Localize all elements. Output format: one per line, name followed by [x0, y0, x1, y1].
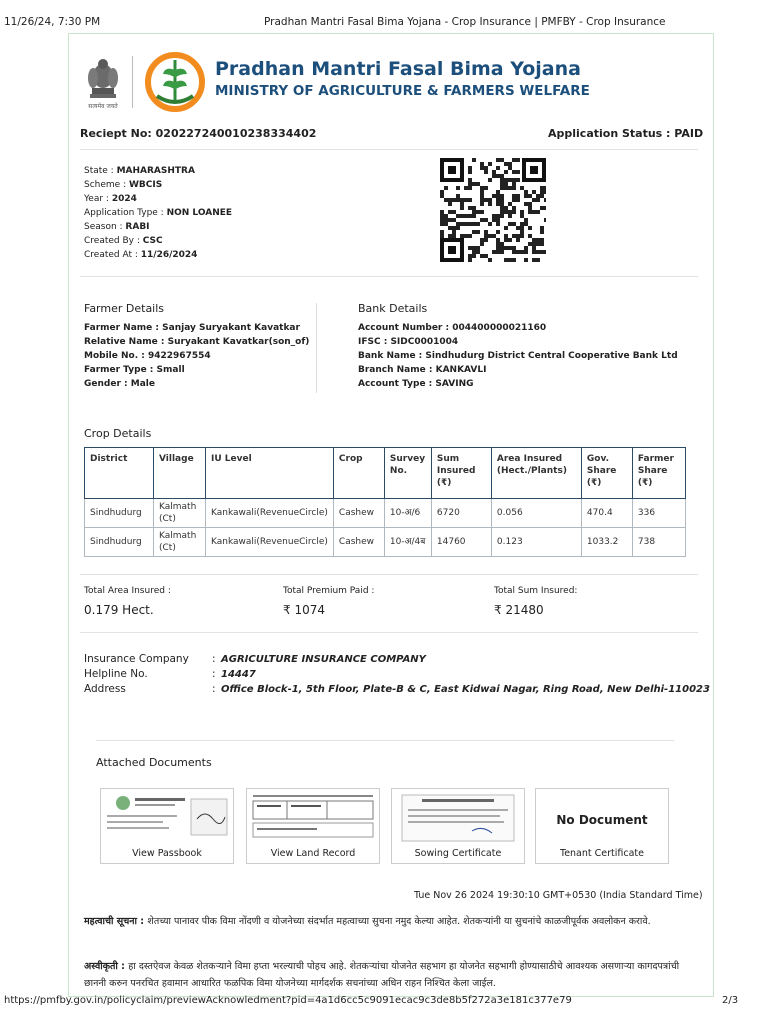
- emblem-motto: सत्यमेव जयते: [88, 103, 118, 110]
- insurance-values: [221, 652, 710, 697]
- insurance-labels: [84, 652, 189, 697]
- col-gov-share: Gov. Share (₹): [581, 448, 632, 499]
- cell: Sindhudurg: [85, 499, 154, 528]
- logo-divider: [132, 56, 133, 108]
- divider: [96, 740, 674, 741]
- info-created-by: Created By : CSC: [84, 236, 163, 246]
- cell: 470.4: [581, 499, 632, 528]
- pmfby-logo-icon: [143, 52, 207, 112]
- passbook-document[interactable]: [100, 788, 234, 864]
- insurance-company-value: AGRICULTURE INSURANCE COMPANY: [221, 654, 426, 665]
- cell: 0.123: [491, 528, 581, 557]
- print-url: https://pmfby.gov.in/policyclaim/previewAcknowledment?pid=4a1d6cc5c9091ecac9c3de8b5f272a3e181c377e79: [4, 995, 572, 1006]
- col-iu-level: IU Level: [206, 448, 334, 499]
- col-area-insured: Area Insured (Hect./Plants): [491, 448, 581, 499]
- divider: [80, 149, 698, 150]
- col-village: Village: [154, 448, 206, 499]
- farmer-type: Farmer Type : Small: [84, 365, 185, 375]
- disclaimer: अस्वीकृती : हा दस्तऐवज केवळ शेतकऱ्याने विमा हप्ता भरल्याची पोहच आहे. शेतकऱ्यांचा योजनेत सहभाग हा योजनेत सहभागी होण्यासाठीचे आवश्यक असणाऱ्या कागदपत्रांची छाननी करुन पनरचित हवामान आधारित फळपिक विमा योजनेच्या मार्गदर्शक सचनांच्या अधिन राहन निश्चित केला जाईल.: [84, 961, 680, 989]
- table-row: [85, 499, 686, 528]
- cell: 738: [632, 528, 685, 557]
- info-state: State : MAHARASHTRA: [84, 166, 195, 176]
- view-passbook-link[interactable]: View Passbook: [132, 848, 202, 859]
- important-notice: महत्वाची सूचना : शेतच्या पानावर पीक विमा नोंदणी व योजनेच्या संदर्भात महत्वाच्या सुचना नमुद केल्या आहेत. शेतकऱ्यांनी या सुचनांचे काळजीपूर्वक अवलोकन करावे.: [84, 916, 651, 927]
- farmer-details-heading: Farmer Details: [84, 302, 165, 315]
- ministry-subtitle: MINISTRY OF AGRICULTURE & FARMERS WELFARE: [215, 83, 590, 99]
- view-land-record-link[interactable]: View Land Record: [270, 848, 356, 859]
- print-title: Pradhan Mantri Fasal Bima Yojana - Crop Insurance | PMFBY - Crop Insurance: [264, 16, 666, 28]
- cell: 1033.2: [581, 528, 632, 557]
- total-area-label: Total Area Insured :: [84, 586, 171, 596]
- cell: Kalmath (Ct): [154, 499, 206, 528]
- generated-timestamp: Tue Nov 26 2024 19:30:10 GMT+0530 (India Standard Time): [414, 890, 703, 901]
- info-year: Year : 2024: [84, 194, 137, 204]
- helpline-value: 14447: [221, 669, 256, 680]
- relative-name: Relative Name : Suryakant Kavatkar(son_of): [84, 337, 310, 347]
- total-area-value: 0.179 Hect.: [84, 603, 154, 617]
- gender: Gender : Male: [84, 379, 155, 389]
- cell: Kankawali(RevenueCircle): [206, 499, 334, 528]
- cell: Kankawali(RevenueCircle): [206, 528, 334, 557]
- table-row: [85, 528, 686, 557]
- divider: [80, 632, 698, 633]
- ashoka-emblem-icon: [78, 48, 128, 112]
- sowing-certificate-thumbnail-icon: [392, 789, 524, 845]
- col-district: District: [85, 448, 154, 499]
- column-divider: [316, 303, 317, 393]
- col-sum-insured: Sum Insured (₹): [431, 448, 491, 499]
- bank-details: [358, 321, 678, 391]
- branch-name: Branch Name : KANKAVLI: [358, 365, 487, 375]
- tenant-certificate-link[interactable]: Tenant Certificate: [560, 848, 644, 859]
- qr-code-icon: [440, 158, 546, 262]
- ifsc: IFSC : SIDC0001004: [358, 337, 459, 347]
- info-season: Season : RABI: [84, 222, 150, 232]
- application-status: Application Status : PAID: [548, 127, 704, 140]
- cell: Cashew: [333, 499, 384, 528]
- col-crop: Crop: [333, 448, 384, 499]
- col-survey-no: Survey No.: [384, 448, 431, 499]
- farmer-details: [84, 321, 309, 391]
- info-application-type: Application Type : NON LOANEE: [84, 208, 233, 218]
- cell: 10-अ/6: [384, 499, 431, 528]
- info-created-at: Created At : 11/26/2024: [84, 250, 198, 260]
- land-record-thumbnail-icon: [247, 789, 379, 845]
- crop-details-table: [84, 447, 686, 557]
- scheme-title: Pradhan Mantri Fasal Bima Yojana: [215, 58, 581, 80]
- total-premium-label: Total Premium Paid :: [283, 586, 375, 596]
- mobile-number: Mobile No. : 9422967554: [84, 351, 211, 361]
- sowing-certificate-document[interactable]: [391, 788, 525, 864]
- insurance-colons: : : :: [212, 653, 216, 695]
- insurance-company-label: Insurance Company: [84, 653, 189, 665]
- cell: 336: [632, 499, 685, 528]
- farmer-name: Farmer Name : Sanjay Suryakant Kavatkar: [84, 323, 300, 333]
- cell: Cashew: [333, 528, 384, 557]
- total-sum-label: Total Sum Insured:: [494, 586, 578, 596]
- total-sum-value: ₹ 21480: [494, 603, 544, 617]
- application-info: [84, 164, 232, 262]
- no-document-placeholder: No Document: [556, 813, 648, 827]
- cell: 6720: [431, 499, 491, 528]
- address-label: Address: [84, 683, 126, 695]
- cell: Sindhudurg: [85, 528, 154, 557]
- passbook-thumbnail-icon: [101, 789, 233, 845]
- divider: [80, 276, 698, 277]
- cell: 10-अ/4ब: [384, 528, 431, 557]
- tenant-certificate-document[interactable]: [535, 788, 669, 864]
- info-scheme: Scheme : WBCIS: [84, 180, 163, 190]
- total-premium-value: ₹ 1074: [283, 603, 325, 617]
- address-value: Office Block-1, 5th Floor, Plate-B & C, East Kidwai Nagar, Ring Road, New Delhi-110023: [221, 684, 710, 695]
- print-datetime: 11/26/24, 7:30 PM: [4, 16, 101, 28]
- cell: 0.056: [491, 499, 581, 528]
- receipt-number: Reciept No: 020227240010238334402: [80, 127, 317, 140]
- land-record-document[interactable]: [246, 788, 380, 864]
- bank-details-heading: Bank Details: [358, 302, 428, 315]
- bank-name: Bank Name : Sindhudurg District Central Cooperative Bank Ltd: [358, 351, 678, 361]
- col-farmer-share: Farmer Share (₹): [632, 448, 685, 499]
- cell: Kalmath (Ct): [154, 528, 206, 557]
- sowing-certificate-link[interactable]: Sowing Certificate: [414, 848, 502, 859]
- account-type: Account Type : SAVING: [358, 379, 474, 389]
- crop-details-heading: Crop Details: [84, 427, 152, 440]
- table-header-row: [85, 448, 686, 499]
- attached-documents-heading: Attached Documents: [96, 756, 212, 769]
- cell: 14760: [431, 528, 491, 557]
- divider: [80, 574, 698, 575]
- account-number: Account Number : 004400000021160: [358, 323, 547, 333]
- print-page-number: 2/3: [722, 995, 739, 1006]
- helpline-label: Helpline No.: [84, 668, 148, 680]
